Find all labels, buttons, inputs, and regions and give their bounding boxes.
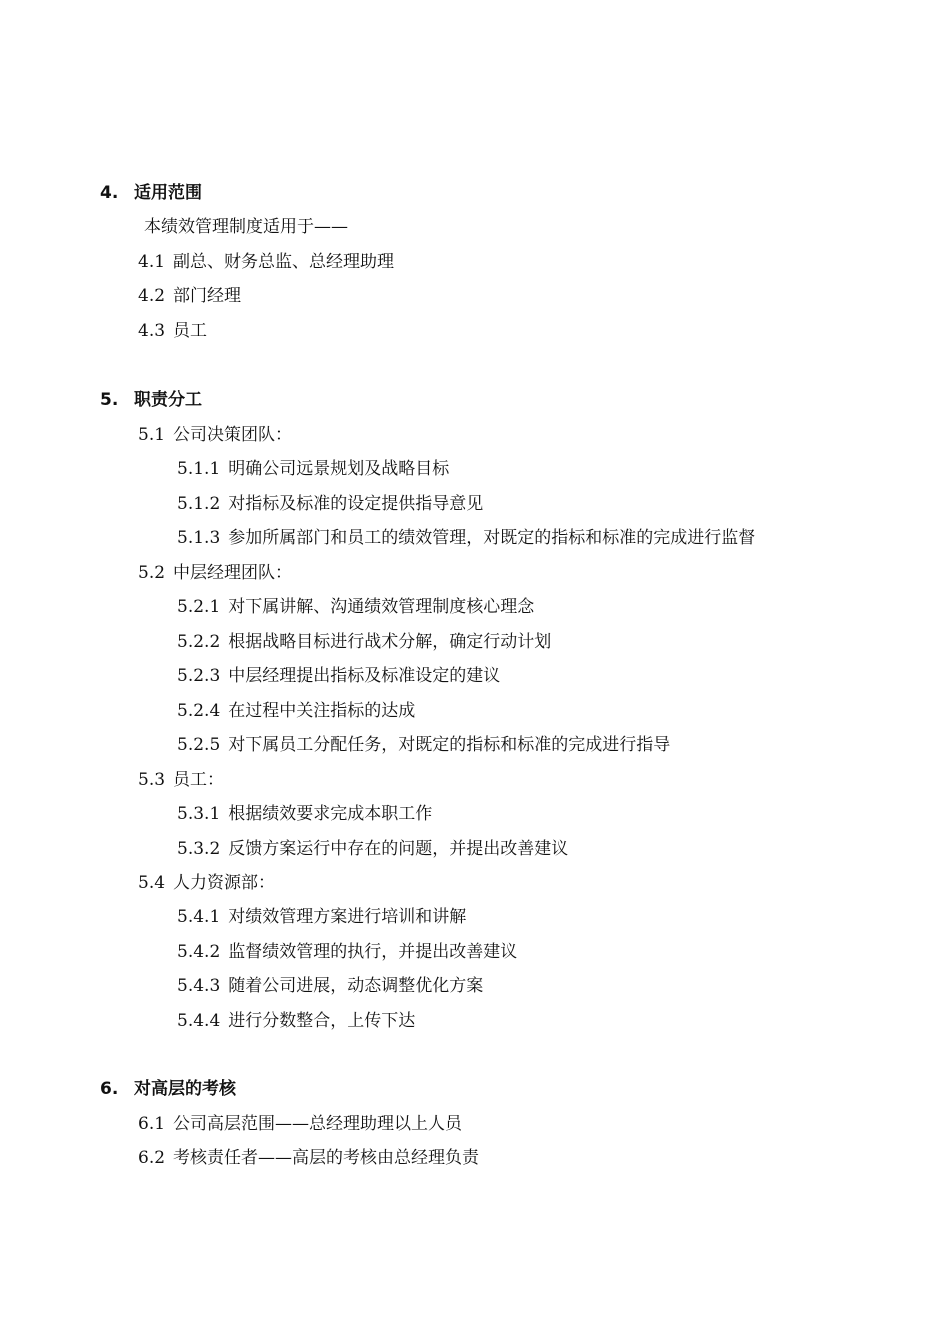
sub-item-text: 明确公司远景规划及战略目标 (228, 459, 450, 479)
list-item (138, 247, 394, 277)
sub-item-text: 进行分数整合，上传下达 (228, 1011, 416, 1031)
sub-item-number: 5.3.1 (177, 804, 221, 824)
sub-item-text: 中层经理提出指标及标准设定的建议 (228, 666, 501, 686)
item-number: 4.2 (138, 286, 166, 306)
list-item (138, 558, 292, 588)
list-item (138, 1109, 462, 1139)
list-item (138, 1143, 479, 1173)
sub-item-text: 对下属员工分配任务，对既定的指标和标准的完成进行指导 (228, 735, 671, 755)
sub-item-number: 5.2.2 (177, 632, 221, 652)
item-text: 员工： (173, 770, 225, 790)
section-title: 对高层的考核 (134, 1079, 236, 1099)
list-item (138, 868, 275, 898)
sub-item (177, 592, 534, 622)
sub-item (177, 661, 500, 691)
sub-item-number: 5.1.3 (177, 528, 221, 548)
section-heading (100, 1074, 236, 1104)
sub-item-number: 5.2.5 (177, 735, 221, 755)
item-text: 公司高层范围——总经理助理以上人员 (173, 1114, 463, 1134)
sub-item (177, 696, 415, 726)
item-number: 4.1 (138, 252, 166, 272)
section-heading (100, 178, 202, 208)
section-number: 6. (100, 1079, 119, 1099)
sub-item-text: 参加所属部门和员工的绩效管理，对既定的指标和标准的完成进行监督 (228, 528, 756, 548)
item-text: 人力资源部： (173, 873, 276, 893)
sub-item-text: 根据绩效要求完成本职工作 (228, 804, 433, 824)
list-item (138, 316, 207, 346)
sub-item (177, 1006, 415, 1036)
item-text: 考核责任者——高层的考核由总经理负责 (173, 1148, 480, 1168)
item-text: 副总、财务总监、总经理助理 (173, 252, 395, 272)
sub-item-number: 5.4.4 (177, 1011, 221, 1031)
sub-item (177, 937, 517, 967)
list-item (138, 420, 292, 450)
section-title: 职责分工 (134, 390, 202, 410)
list-item (138, 281, 241, 311)
sub-item-text: 对下属讲解、沟通绩效管理制度核心理念 (228, 597, 535, 617)
sub-item-number: 5.4.1 (177, 907, 221, 927)
sub-item-number: 5.1.1 (177, 459, 221, 479)
sub-item-number: 5.4.2 (177, 942, 221, 962)
sub-item-text: 随着公司进展，动态调整优化方案 (228, 976, 484, 996)
item-text: 公司决策团队： (173, 425, 293, 445)
item-number: 5.3 (138, 770, 166, 790)
sub-item-text: 反馈方案运行中存在的问题，并提出改善建议 (228, 839, 569, 859)
sub-item-text: 对绩效管理方案进行培训和讲解 (228, 907, 467, 927)
item-number: 5.1 (138, 425, 166, 445)
sub-item (177, 799, 432, 829)
sub-item-text: 监督绩效管理的执行，并提出改善建议 (228, 942, 518, 962)
section-number: 5. (100, 390, 119, 410)
sub-item-number: 5.3.2 (177, 839, 221, 859)
section-number: 4. (100, 183, 119, 203)
section-heading (100, 385, 202, 415)
item-number: 6.1 (138, 1114, 166, 1134)
sub-item (177, 902, 466, 932)
sub-item-number: 5.2.1 (177, 597, 221, 617)
sub-item-number: 5.4.3 (177, 976, 221, 996)
item-number: 5.4 (138, 873, 166, 893)
sub-item (177, 627, 551, 657)
sub-item-text: 在过程中关注指标的达成 (228, 701, 416, 721)
list-item (138, 765, 224, 795)
sub-item (177, 834, 568, 864)
sub-item-text: 对指标及标准的设定提供指导意见 (228, 494, 484, 514)
item-number: 6.2 (138, 1148, 166, 1168)
sub-item-number: 5.2.4 (177, 701, 221, 721)
sub-item-number: 5.1.2 (177, 494, 221, 514)
sub-item (177, 523, 755, 553)
sub-item-text: 根据战略目标进行战术分解，确定行动计划 (228, 632, 552, 652)
item-text: 部门经理 (173, 286, 242, 306)
sub-item (177, 730, 670, 760)
sub-item (177, 454, 449, 484)
item-number: 4.3 (138, 321, 166, 341)
section-title: 适用范围 (134, 183, 202, 203)
sub-item (177, 489, 483, 519)
sub-item-number: 5.2.3 (177, 666, 221, 686)
section-intro: 本绩效管理制度适用于—— (144, 217, 348, 237)
item-text: 中层经理团队： (173, 563, 293, 583)
sub-item (177, 971, 483, 1001)
item-text: 员工 (173, 321, 208, 341)
item-number: 5.2 (138, 563, 166, 583)
